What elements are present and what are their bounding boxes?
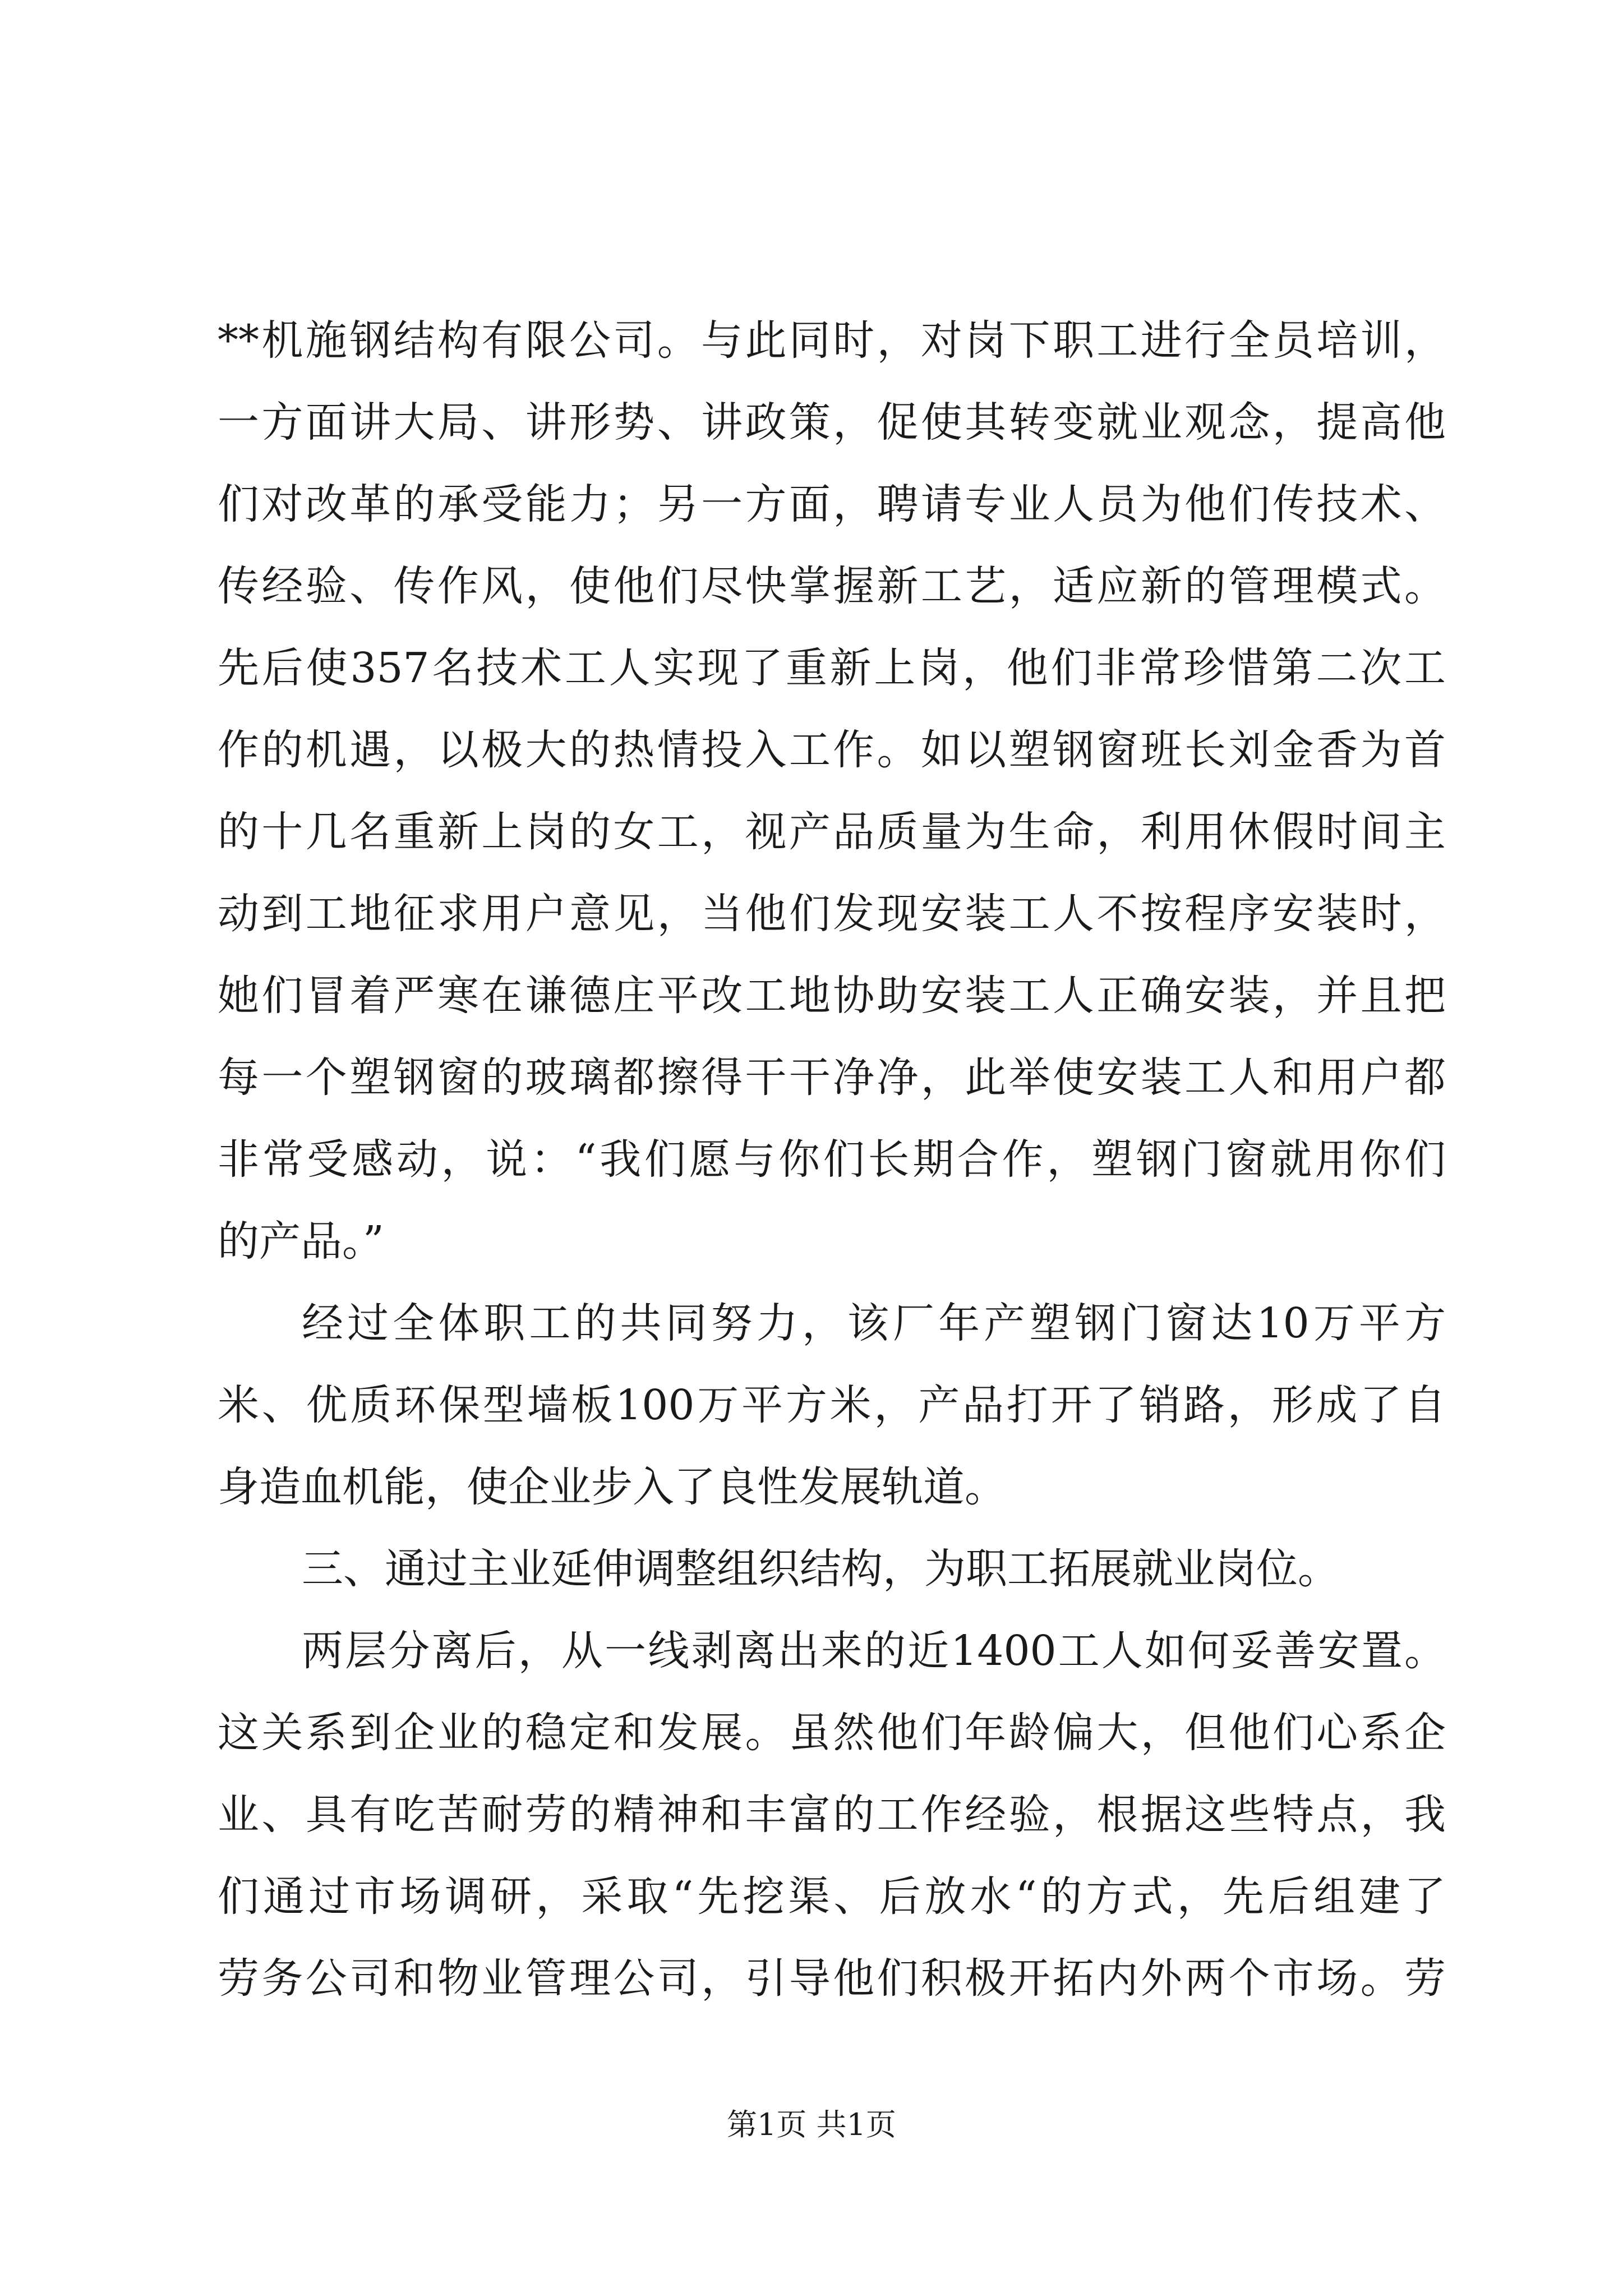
text-line: 的产品。”	[218, 1217, 384, 1266]
text-line: 动到工地征求用户意见，当他们发现安装工人不按程序安装时，	[218, 890, 1446, 938]
text-line: 每一个塑钢窗的玻璃都擦得干干净净，此举使安装工人和用户都	[218, 1053, 1446, 1102]
text-line: 非常受感动，说：“我们愿与你们长期合作，塑钢门窗就用你们	[218, 1135, 1446, 1184]
text-line: 的十几名重新上岗的女工，视产品质量为生命，利用休假时间主	[218, 808, 1446, 856]
text-line: 作的机遇，以极大的热情投入工作。如以塑钢窗班长刘金香为首	[218, 726, 1446, 774]
text-line: 传经验、传作风，使他们尽快掌握新工艺，适应新的管理模式。	[218, 562, 1446, 610]
text-line: 她们冒着严寒在谦德庄平改工地协助安装工人正确安装，并且把	[218, 972, 1446, 1020]
text-line: 米、优质环保型墙板100万平方米，产品打开了销路，形成了自	[218, 1381, 1446, 1429]
page-number-footer: 第1页 共1页	[727, 2107, 896, 2142]
text-line: 业、具有吃苦耐劳的精神和丰富的工作经验，根据这些特点，我	[218, 1791, 1446, 1839]
text-line: 们通过市场调研，采取“先挖渠、后放水“的方式，先后组建了	[218, 1872, 1446, 1921]
text-line: 们对改革的承受能力；另一方面，聘请专业人员为他们传技术、	[218, 480, 1446, 528]
text-line: 劳务公司和物业管理公司，引导他们积极开拓内外两个市场。劳	[218, 1954, 1446, 2003]
text-line: 身造血机能，使企业步入了良性发展轨道。	[218, 1463, 1006, 1511]
text-line: 经过全体职工的共同努力，该厂年产塑钢门窗达10万平方	[302, 1299, 1446, 1347]
section-heading: 三、通过主业延伸调整组织结构，为职工拓展就业岗位。	[302, 1545, 1339, 1593]
text-line: 一方面讲大局、讲形势、讲政策，促使其转变就业观念，提高他	[218, 398, 1446, 447]
text-line: **机施钢结构有限公司。与此同时，对岗下职工进行全员培训，	[218, 316, 1446, 365]
text-line: 这关系到企业的稳定和发展。虽然他们年龄偏大，但他们心系企	[218, 1709, 1446, 1757]
text-line: 先后使357名技术工人实现了重新上岗，他们非常珍惜第二次工	[218, 644, 1446, 692]
text-line: 两层分离后，从一线剥离出来的近1400工人如何妥善安置。	[302, 1627, 1446, 1675]
